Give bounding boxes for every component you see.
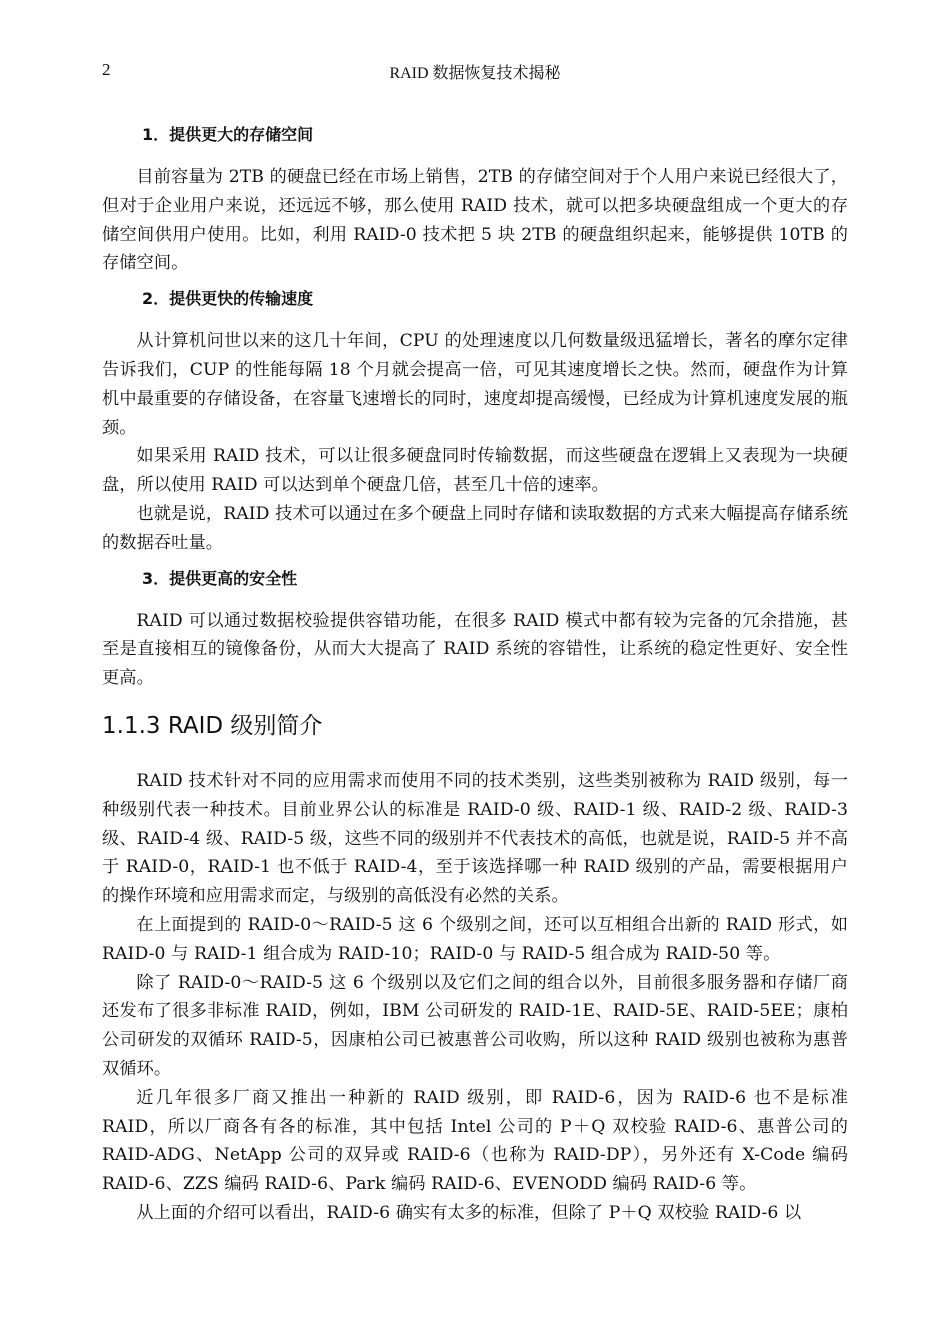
document-body bbox=[102, 120, 848, 1228]
page-header bbox=[102, 58, 848, 88]
paragraph: 从上面的介绍可以看出，RAID-6 确实有太多的标准，但除了 P＋Q 双校验 RAID-6 以 bbox=[136, 1202, 802, 1223]
subheading-larger-storage: 1．提供更大的存储空间 bbox=[142, 125, 314, 144]
page-number: 2 bbox=[102, 60, 111, 79]
section-heading-raid-levels: 1.1.3 RAID 级别简介 bbox=[102, 712, 323, 739]
paragraph: 目前容量为 2TB 的硬盘已经在市场上销售，2TB 的存储空间对于个人用户来说已经很大了，但对于企业用户来说，还远远不够，那么使用 RAID 技术，就可以把多块硬盘组成一个更大的存储空间供用户使用。比如，利用 RAID-0 技术把 5 块 2TB 的硬盘组织起来，能够提供 10TB 的存储空间。 bbox=[102, 167, 848, 274]
running-title: RAID 数据恢复技术揭秘 bbox=[389, 65, 561, 82]
subheading-higher-security: 3．提供更高的安全性 bbox=[142, 568, 298, 588]
paragraph: RAID 可以通过数据校验提供容错功能，在很多 RAID 模式中都有较为完备的冗余措施，甚至是直接相互的镜像备份，从而大大提高了 RAID 系统的容错性，让系统的稳定性更好、安全性更高。 bbox=[102, 610, 848, 689]
paragraph: 也就是说，RAID 技术可以通过在多个硬盘上同时存储和读取数据的方式来大幅提高存储系统的数据吞吐量。 bbox=[102, 503, 848, 553]
header-divider bbox=[102, 94, 848, 95]
paragraph: 从计算机问世以来的这几十年间，CPU 的处理速度以几何数量级迅猛增长，著名的摩尔定律告诉我们，CUP 的性能每隔 18 个月就会提高一倍，可见其速度增长之快。然而，硬盘作为计算机中最重要的存储设备，在容量飞速增长的同时，速度却提高缓慢，已经成为计算机速度发展的瓶颈。 bbox=[102, 331, 848, 438]
subheading-faster-transfer: 2．提供更快的传输速度 bbox=[142, 289, 314, 309]
paragraph: RAID 技术针对不同的应用需求而使用不同的技术类别，这些类别被称为 RAID 级别，每一种级别代表一种技术。目前业界公认的标准是 RAID-0 级、RAID-1 级、RAID-2 级、RAID-3 级、RAID-4 级、RAID-5 级，这些不同的级别并不代表技术的高低，也就是说，RAID-5 并不高于 RAID-0，RAID-1 也不低于 RAID-4，至于该选择哪一种 RAID 级别的产品，需要根据用户的操作环境和应用需求而定，与级别的高低没有必然的关系。 bbox=[102, 770, 848, 907]
paragraph: 除了 RAID-0～RAID-5 这 6 个级别以及它们之间的组合以外，目前很多服务器和存储厂商还发布了很多非标准 RAID，例如，IBM 公司研发的 RAID-1E、RAID-5E、RAID-5EE；康柏公司研发的双循环 RAID-5，因康柏公司已被惠普公司收购，所以这种 RAID 级别也被称为惠普双循环。 bbox=[102, 972, 848, 1079]
paragraph: 在上面提到的 RAID-0～RAID-5 这 6 个级别之间，还可以互相组合出新的 RAID 形式，如 RAID-0 与 RAID-1 组合成为 RAID-10；RAID-0 与 RAID-5 组合成为 RAID-50 等。 bbox=[102, 914, 848, 964]
paragraph: 近几年很多厂商又推出一种新的 RAID 级别，即 RAID-6，因为 RAID-6 也不是标准 RAID，所以厂商各有各的标准，其中包括 Intel 公司的 P＋Q 双校验 RAID-6、惠普公司的 RAID-ADG、NetApp 公司的双异或 RAID-6（也称为 RAID-DP），另外还有 X-Code 编码 RAID-6、ZZS 编码 RAID-6、Park 编码 RAID-6、EVENODD 编码 RAID-6 等。 bbox=[102, 1087, 848, 1195]
paragraph: 如果采用 RAID 技术，可以让很多硬盘同时传输数据，而这些硬盘在逻辑上又表现为一块硬盘，所以使用 RAID 可以达到单个硬盘几倍，甚至几十倍的速率。 bbox=[102, 446, 848, 496]
